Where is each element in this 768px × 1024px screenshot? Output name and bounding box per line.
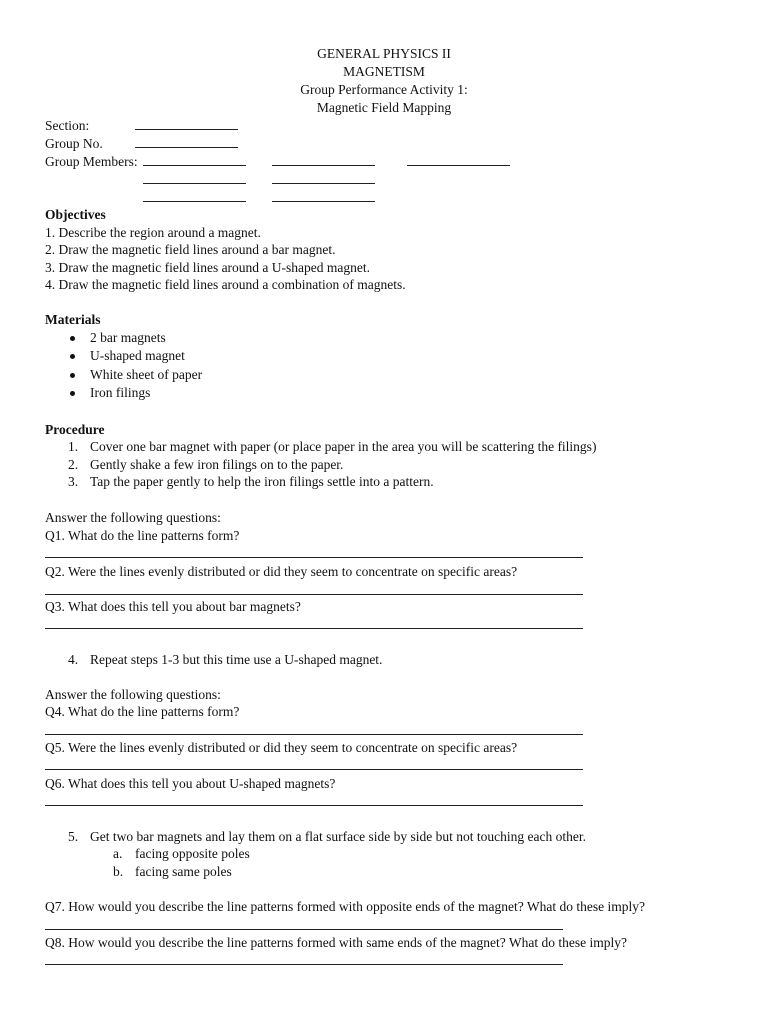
procedure-step-number: 2. bbox=[68, 457, 79, 472]
objective-item: 2. Draw the magnetic field lines around a bar magnet. bbox=[45, 242, 336, 257]
answer-line-q8[interactable] bbox=[45, 964, 563, 965]
procedure-step-number: 3. bbox=[68, 474, 79, 489]
group-members-label: Group Members: bbox=[45, 154, 138, 169]
sub-step-label: b. bbox=[113, 864, 124, 879]
procedure-step-text: Cover one bar magnet with paper (or place paper in the area you will be scattering the filings) bbox=[90, 439, 597, 454]
questions-intro: Answer the following questions: bbox=[45, 687, 221, 702]
objective-item: 3. Draw the magnetic field lines around a U-shaped magnet. bbox=[45, 260, 371, 275]
bullet-icon bbox=[70, 391, 75, 396]
procedure-step-text: Tap the paper gently to help the iron filings settle into a pattern. bbox=[90, 474, 434, 489]
procedure-step-number: 5. bbox=[68, 829, 79, 844]
procedure-step-text: Gently shake a few iron filings on to the paper. bbox=[90, 457, 344, 472]
answer-line-q3[interactable] bbox=[45, 628, 583, 629]
procedure-heading: Procedure bbox=[45, 422, 105, 437]
member-blank[interactable] bbox=[272, 201, 375, 202]
material-item: U-shaped magnet bbox=[90, 348, 185, 363]
answer-line-q2[interactable] bbox=[45, 594, 583, 595]
procedure-step-text: Get two bar magnets and lay them on a flat surface side by side but not touching each other. bbox=[90, 829, 586, 844]
sub-step-label: a. bbox=[113, 846, 123, 861]
member-blank[interactable] bbox=[272, 165, 375, 166]
member-blank[interactable] bbox=[143, 183, 246, 184]
section-label: Section: bbox=[45, 118, 90, 133]
material-item: Iron filings bbox=[90, 385, 151, 400]
answer-line-q7[interactable] bbox=[45, 929, 563, 930]
question-q4: Q4. What do the line patterns form? bbox=[45, 704, 240, 719]
doc-title-subject: Magnetic Field Mapping bbox=[316, 100, 452, 115]
question-q3: Q3. What does this tell you about bar magnets? bbox=[45, 599, 301, 614]
sub-step-text: facing opposite poles bbox=[135, 846, 250, 861]
doc-title-topic: MAGNETISM bbox=[343, 64, 425, 79]
question-q7: Q7. How would you describe the line patterns formed with opposite ends of the magnet? What do these imply? bbox=[45, 899, 645, 914]
objectives-heading: Objectives bbox=[45, 207, 106, 222]
bullet-icon bbox=[70, 336, 75, 341]
sub-step-text: facing same poles bbox=[135, 864, 232, 879]
section-blank[interactable] bbox=[135, 129, 238, 130]
doc-title-course: GENERAL PHYSICS II bbox=[317, 46, 451, 61]
material-item: White sheet of paper bbox=[90, 367, 203, 382]
doc-title-activity: Group Performance Activity 1: bbox=[300, 82, 468, 97]
group-no-blank[interactable] bbox=[135, 147, 238, 148]
answer-line-q6[interactable] bbox=[45, 805, 583, 806]
member-blank[interactable] bbox=[272, 183, 375, 184]
question-q5: Q5. Were the lines evenly distributed or did they seem to concentrate on specific areas? bbox=[45, 740, 518, 755]
procedure-step-number: 1. bbox=[68, 439, 79, 454]
procedure-step-text: Repeat steps 1-3 but this time use a U-shaped magnet. bbox=[90, 652, 383, 667]
question-q8: Q8. How would you describe the line patterns formed with same ends of the magnet? What do these imply? bbox=[45, 935, 627, 950]
question-q2: Q2. Were the lines evenly distributed or did they seem to concentrate on specific areas? bbox=[45, 564, 518, 579]
member-blank[interactable] bbox=[407, 165, 510, 166]
member-blank[interactable] bbox=[143, 165, 246, 166]
answer-line-q4[interactable] bbox=[45, 734, 583, 735]
answer-line-q1[interactable] bbox=[45, 557, 583, 558]
materials-heading: Materials bbox=[45, 312, 101, 327]
material-item: 2 bar magnets bbox=[90, 330, 166, 345]
member-blank[interactable] bbox=[143, 201, 246, 202]
question-q1: Q1. What do the line patterns form? bbox=[45, 528, 240, 543]
group-no-label: Group No. bbox=[45, 136, 103, 151]
question-q6: Q6. What does this tell you about U-shaped magnets? bbox=[45, 776, 336, 791]
objective-item: 4. Draw the magnetic field lines around a combination of magnets. bbox=[45, 277, 406, 292]
questions-intro: Answer the following questions: bbox=[45, 510, 221, 525]
procedure-step-number: 4. bbox=[68, 652, 79, 667]
objective-item: 1. Describe the region around a magnet. bbox=[45, 225, 261, 240]
answer-line-q5[interactable] bbox=[45, 769, 583, 770]
bullet-icon bbox=[70, 354, 75, 359]
bullet-icon bbox=[70, 373, 75, 378]
